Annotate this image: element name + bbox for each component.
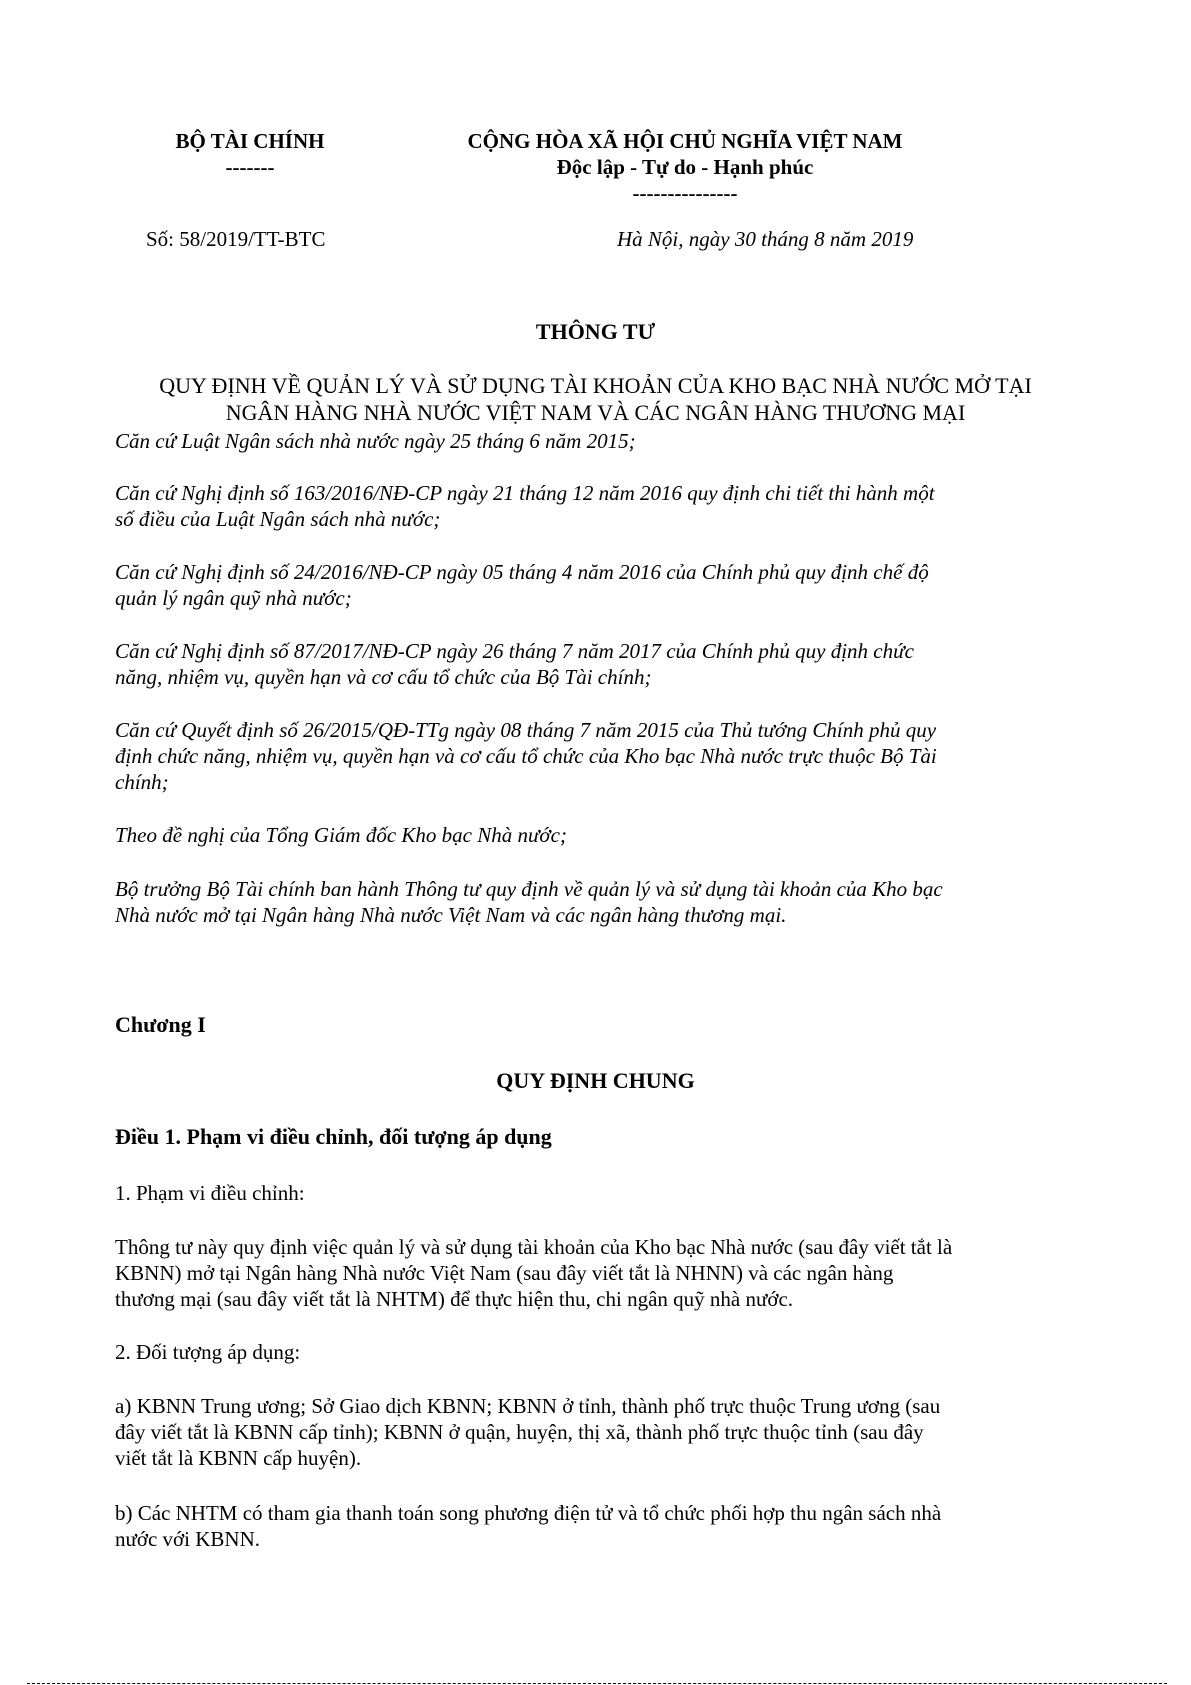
text-line: Căn cứ Luật Ngân sách nhà nước ngày 25 tháng 6 năm 2015; — [115, 429, 636, 453]
ministry-name: BỘ TÀI CHÍNH — [175, 129, 325, 153]
subject-line: NGÂN HÀNG NHÀ NƯỚC VIỆT NAM VÀ CÁC NGÂN HÀNG THƯƠNG MẠI — [225, 400, 966, 425]
preamble-paragraph — [115, 480, 1075, 532]
article-paragraph — [115, 1393, 1075, 1471]
motto-rule: --------------- — [632, 181, 738, 205]
document-number: Số: 58/2019/TT-BTC — [146, 227, 326, 251]
text-line: thương mại (sau đây viết tắt là NHTM) để thực hiện thu, chi ngân quỹ nhà nước. — [115, 1287, 794, 1311]
page-bottom-rule — [27, 1683, 1167, 1684]
national-title-block — [415, 128, 955, 206]
text-line: 2. Đối tượng áp dụng: — [115, 1340, 301, 1364]
text-line: Căn cứ Nghị định số 163/2016/NĐ-CP ngày 21 tháng 12 năm 2016 quy định chi tiết thi hành một — [115, 481, 935, 505]
text-line: nước với KBNN. — [115, 1527, 261, 1551]
article-paragraph — [115, 1234, 1075, 1312]
preamble-paragraph — [115, 876, 1075, 928]
document-type: THÔNG TƯ — [535, 319, 656, 344]
text-line: Căn cứ Nghị định số 24/2016/NĐ-CP ngày 05 tháng 4 năm 2016 của Chính phủ quy định chế độ — [115, 560, 929, 584]
chapter-title: QUY ĐỊNH CHUNG — [496, 1068, 695, 1093]
document-subject — [110, 372, 1081, 426]
article-heading: Điều 1. Phạm vi điều chỉnh, đối tượng áp dụng — [115, 1124, 552, 1149]
text-line: Căn cứ Nghị định số 87/2017/NĐ-CP ngày 26 tháng 7 năm 2017 của Chính phủ quy định chức — [115, 639, 914, 663]
text-line: số điều của Luật Ngân sách nhà nước; — [115, 507, 441, 531]
preamble-paragraph — [115, 638, 1075, 690]
national-motto: Độc lập - Tự do - Hạnh phúc — [556, 155, 814, 179]
text-line: quản lý ngân quỹ nhà nước; — [115, 586, 352, 610]
preamble-paragraph — [115, 717, 1075, 795]
text-line: định chức năng, nhiệm vụ, quyền hạn và cơ cấu tổ chức của Kho bạc Nhà nước trực thuộc Bộ Tài — [115, 744, 937, 768]
republic-name: CỘNG HÒA XÃ HỘI CHỦ NGHĨA VIỆT NAM — [467, 129, 903, 153]
text-line: viết tắt là KBNN cấp huyện). — [115, 1446, 362, 1470]
text-line: b) Các NHTM có tham gia thanh toán song phương điện tử và tổ chức phối hợp thu ngân sách nhà — [115, 1501, 942, 1525]
text-line: năng, nhiệm vụ, quyền hạn và cơ cấu tổ chức của Bộ Tài chính; — [115, 665, 652, 689]
article-paragraph — [115, 1339, 1075, 1365]
article-paragraph — [115, 1180, 1075, 1206]
preamble-paragraph — [115, 559, 1075, 611]
ministry-rule: ------- — [225, 155, 275, 179]
article-paragraph — [115, 1500, 1075, 1552]
text-line: Theo đề nghị của Tổng Giám đốc Kho bạc Nhà nước; — [115, 823, 567, 847]
preamble-paragraph — [115, 822, 1075, 848]
preamble-paragraph — [115, 428, 1075, 454]
text-line: a) KBNN Trung ương; Sở Giao dịch KBNN; KBNN ở tỉnh, thành phố trực thuộc Trung ương (sau — [115, 1394, 941, 1418]
subject-line: QUY ĐỊNH VỀ QUẢN LÝ VÀ SỬ DỤNG TÀI KHOẢN CỦA KHO BẠC NHÀ NƯỚC MỞ TẠI — [159, 373, 1032, 398]
text-line: Bộ trưởng Bộ Tài chính ban hành Thông tư quy định về quản lý và sử dụng tài khoản của Kho bạc — [115, 877, 943, 901]
text-line: chính; — [115, 770, 169, 794]
issuing-agency-block — [140, 128, 360, 180]
text-line: Căn cứ Quyết định số 26/2015/QĐ-TTg ngày 08 tháng 7 năm 2015 của Thủ tướng Chính phủ quy — [115, 718, 937, 742]
text-line: Thông tư này quy định việc quản lý và sử dụng tài khoản của Kho bạc Nhà nước (sau đây viết tắt là — [115, 1235, 953, 1259]
chapter-label: Chương I — [115, 1012, 206, 1037]
place-date: Hà Nội, ngày 30 tháng 8 năm 2019 — [617, 227, 914, 251]
text-line: KBNN) mở tại Ngân hàng Nhà nước Việt Nam (sau đây viết tắt là NHNN) và các ngân hàng — [115, 1261, 894, 1285]
text-line: 1. Phạm vi điều chỉnh: — [115, 1181, 305, 1205]
text-line: Nhà nước mở tại Ngân hàng Nhà nước Việt Nam và các ngân hàng thương mại. — [115, 903, 787, 927]
text-line: đây viết tắt là KBNN cấp tỉnh); KBNN ở quận, huyện, thị xã, thành phố trực thuộc tỉnh (sau đây — [115, 1420, 924, 1444]
